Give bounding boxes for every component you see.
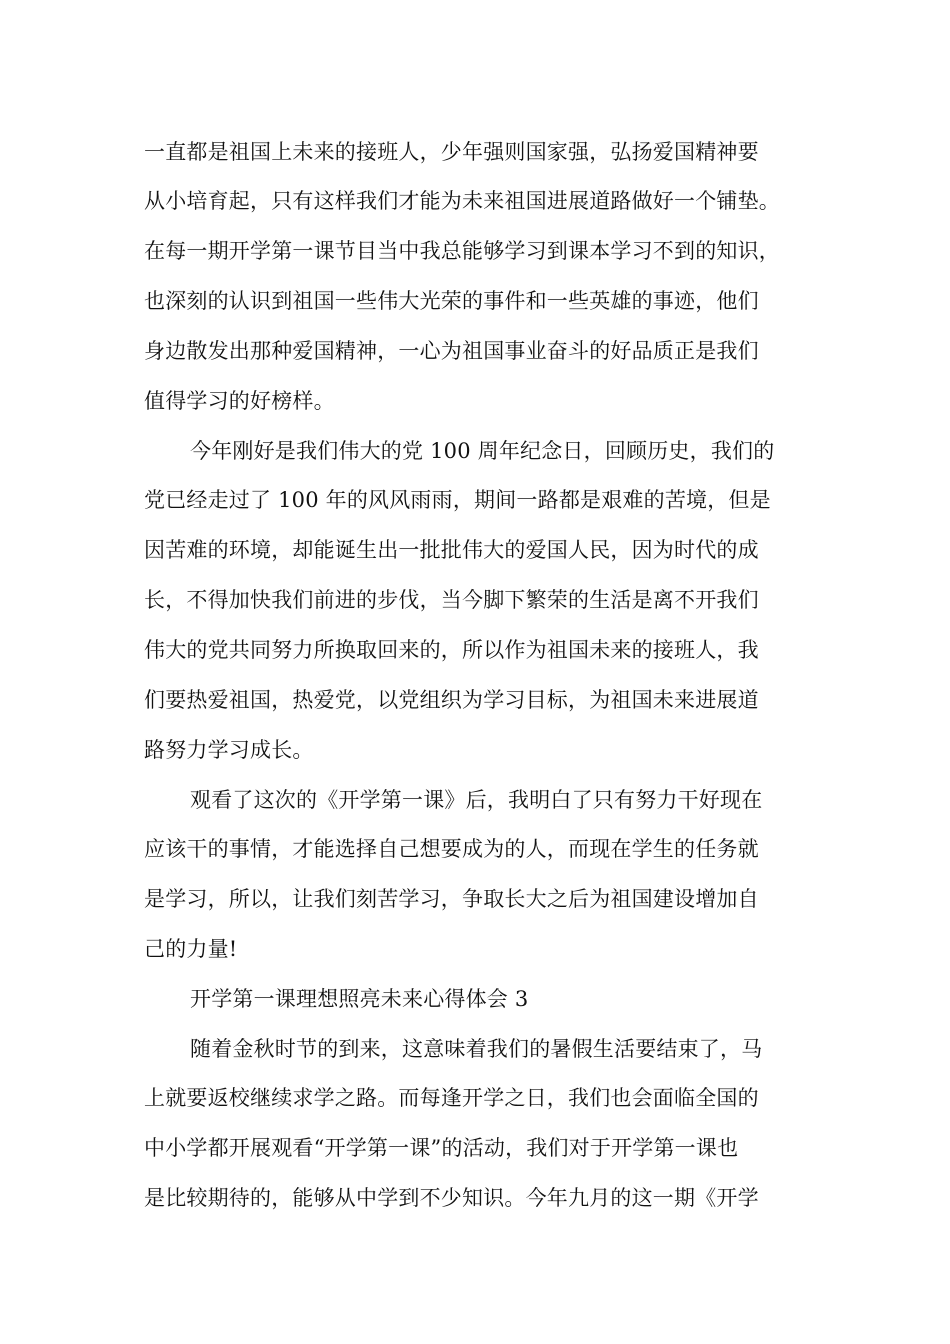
paragraph-2-line-5: 伟大的党共同努力所换取回来的，所以作为祖国未来的接班人，我	[144, 638, 759, 662]
paragraph-4-line-2: 上就要返校继续求学之路。而每逢开学之日，我们也会面临全国的	[144, 1086, 759, 1110]
paragraph-1-line-5: 身边散发出那种爱国精神，一心为祖国事业奋斗的好品质正是我们	[144, 339, 759, 363]
paragraph-1-line-6: 值得学习的好榜样。	[144, 389, 335, 413]
paragraph-1-line-4: 也深刻的认识到祖国一些伟大光荣的事件和一些英雄的事迹，他们	[144, 289, 759, 313]
paragraph-4-line-3: 中小学都开展观看“开学第一课”的活动，我们对于开学第一课也	[144, 1136, 739, 1160]
paragraph-1-line-2: 从小培育起，只有这样我们才能为未来祖国进展道路做好一个铺垫。	[144, 189, 780, 213]
paragraph-2-line-6: 们要热爱祖国，热爱党，以党组织为学习目标，为祖国未来进展道	[144, 688, 759, 712]
paragraph-4-line-4: 是比较期待的，能够从中学到不少知识。今年九月的这一期《开学	[144, 1186, 759, 1210]
paragraph-2-line-3: 因苦难的环境，却能诞生出一批批伟大的爱国人民，因为时代的成	[144, 538, 759, 562]
paragraph-3-line-4: 己的力量!	[144, 937, 238, 961]
paragraph-2-line-7: 路努力学习成长。	[144, 738, 314, 762]
paragraph-2-line-2: 党已经走过了 100 年的风风雨雨，期间一路都是艰难的苦境，但是	[144, 488, 771, 512]
paragraph-3-line-1: 观看了这次的《开学第一课》后，我明白了只有努力干好现在	[190, 788, 763, 812]
paragraph-1-line-3: 在每一期开学第一课节目当中我总能够学习到课本学习不到的知识，	[144, 239, 780, 263]
paragraph-2-line-4: 长，不得加快我们前进的步伐，当今脚下繁荣的生活是离不开我们	[144, 588, 759, 612]
paragraph-3-line-2: 应该干的事情，才能选择自己想要成为的人，而现在学生的任务就	[144, 837, 759, 861]
paragraph-3-line-3: 是学习，所以，让我们刻苦学习，争取长大之后为祖国建设增加自	[144, 887, 759, 911]
paragraph-4-line-1: 随着金秋时节的到来，这意味着我们的暑假生活要结束了，马	[190, 1037, 763, 1061]
paragraph-1-line-1: 一直都是祖国上未来的接班人，少年强则国家强，弘扬爱国精神要	[144, 140, 759, 164]
paragraph-2-line-1: 今年刚好是我们伟大的党 100 周年纪念日，回顾历史，我们的	[190, 439, 775, 463]
section-title: 开学第一课理想照亮未来心得体会 3	[190, 987, 529, 1011]
